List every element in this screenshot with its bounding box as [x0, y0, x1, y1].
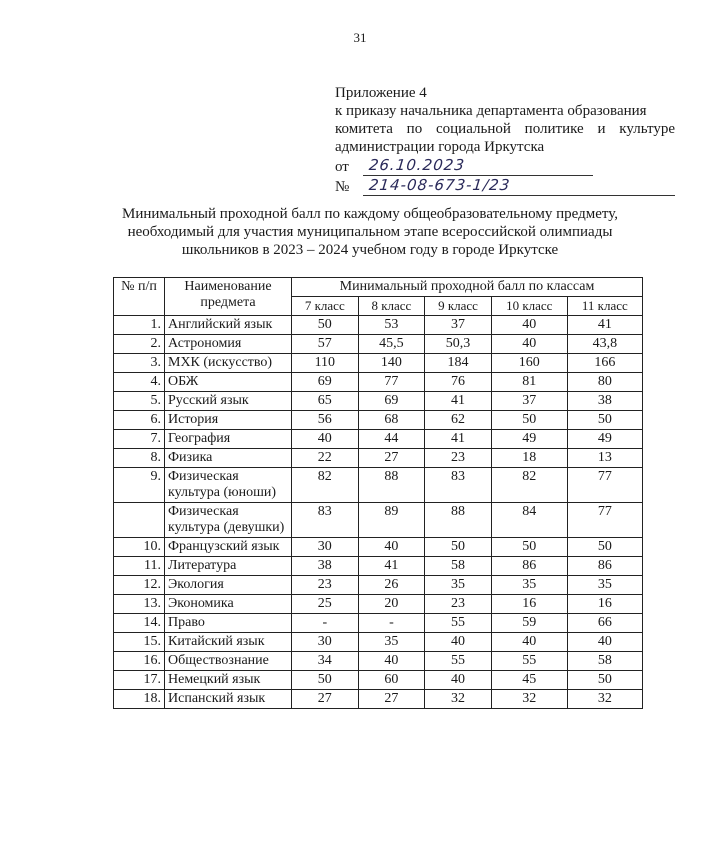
score-cell: 50,3 [425, 335, 492, 354]
row-number: 2. [114, 335, 165, 354]
row-number: 18. [114, 690, 165, 709]
score-cell: 82 [491, 468, 567, 503]
table-header-row [114, 278, 643, 297]
score-cell: 40 [292, 430, 359, 449]
appendix-block [335, 84, 675, 196]
score-cell: 40 [491, 335, 567, 354]
subject-name: Физическая культура (юноши) [165, 468, 292, 503]
row-number: 15. [114, 633, 165, 652]
score-cell: 56 [292, 411, 359, 430]
table-body [114, 316, 643, 709]
subject-name: Китайский язык [165, 633, 292, 652]
table-row [114, 354, 643, 373]
score-cell: 55 [425, 652, 492, 671]
score-cell: 23 [425, 449, 492, 468]
score-cell: 60 [358, 671, 425, 690]
score-cell: 38 [292, 557, 359, 576]
number-field [363, 177, 675, 196]
subject-name: Право [165, 614, 292, 633]
score-cell: 50 [292, 671, 359, 690]
scores-table [113, 277, 643, 709]
score-cell: 40 [491, 316, 567, 335]
row-number [114, 503, 165, 538]
score-cell: 86 [567, 557, 642, 576]
score-cell: 89 [358, 503, 425, 538]
table-row [114, 411, 643, 430]
subject-name: ОБЖ [165, 373, 292, 392]
score-cell: 77 [567, 503, 642, 538]
score-cell: 32 [425, 690, 492, 709]
grade-header: 11 класс [567, 297, 642, 316]
score-cell: 140 [358, 354, 425, 373]
row-number: 1. [114, 316, 165, 335]
row-number: 13. [114, 595, 165, 614]
score-cell: 40 [358, 538, 425, 557]
score-cell: 41 [425, 430, 492, 449]
row-number: 14. [114, 614, 165, 633]
score-cell: 166 [567, 354, 642, 373]
score-cell: 77 [358, 373, 425, 392]
score-cell: 44 [358, 430, 425, 449]
subject-name: Астрономия [165, 335, 292, 354]
score-cell: 26 [358, 576, 425, 595]
grade-header: 7 класс [292, 297, 359, 316]
score-cell: 41 [567, 316, 642, 335]
grade-header: 8 класс [358, 297, 425, 316]
score-cell: 16 [491, 595, 567, 614]
score-cell: 41 [425, 392, 492, 411]
score-cell: 23 [425, 595, 492, 614]
subject-name: Немецкий язык [165, 671, 292, 690]
order-number-handwritten: 214-08-673-1/23 [368, 176, 512, 194]
score-cell: - [292, 614, 359, 633]
score-cell: 35 [358, 633, 425, 652]
score-cell: 40 [425, 671, 492, 690]
appendix-title: Приложение 4 [335, 85, 427, 101]
score-cell: 88 [425, 503, 492, 538]
subject-name: Французский язык [165, 538, 292, 557]
subject-name: Русский язык [165, 392, 292, 411]
row-number: 6. [114, 411, 165, 430]
table-row [114, 468, 643, 503]
score-cell: 32 [491, 690, 567, 709]
table-row [114, 633, 643, 652]
subject-name: Испанский язык [165, 690, 292, 709]
score-cell: 53 [358, 316, 425, 335]
score-cell: 45,5 [358, 335, 425, 354]
score-cell: 55 [491, 652, 567, 671]
score-cell: 38 [567, 392, 642, 411]
subject-name: МХК (искусство) [165, 354, 292, 373]
score-cell: 34 [292, 652, 359, 671]
score-cell: 50 [567, 671, 642, 690]
score-cell: 59 [491, 614, 567, 633]
subject-name: Обществознание [165, 652, 292, 671]
score-cell: 35 [491, 576, 567, 595]
score-cell: 50 [491, 411, 567, 430]
appendix-line-2: комитета по социальной политике и культуре [335, 121, 675, 137]
score-cell: 110 [292, 354, 359, 373]
score-cell: 160 [491, 354, 567, 373]
table-row [114, 671, 643, 690]
table-row [114, 557, 643, 576]
date-prefix: от [335, 159, 349, 175]
date-field [363, 157, 593, 176]
score-cell: 62 [425, 411, 492, 430]
score-cell: 50 [425, 538, 492, 557]
subject-name: Физика [165, 449, 292, 468]
score-cell: 18 [491, 449, 567, 468]
score-cell: 58 [425, 557, 492, 576]
score-cell: 37 [425, 316, 492, 335]
score-cell: 20 [358, 595, 425, 614]
score-cell: 83 [292, 503, 359, 538]
score-cell: 86 [491, 557, 567, 576]
table-row [114, 392, 643, 411]
row-number: 16. [114, 652, 165, 671]
score-cell: 50 [567, 538, 642, 557]
score-cell: 27 [358, 690, 425, 709]
appendix-line-1: к приказу начальника департамента образования [335, 103, 647, 119]
page-number: 31 [353, 30, 367, 45]
score-cell: 82 [292, 468, 359, 503]
score-cell: 27 [358, 449, 425, 468]
score-cell: 22 [292, 449, 359, 468]
score-cell: 66 [567, 614, 642, 633]
score-cell: 32 [567, 690, 642, 709]
table-row [114, 538, 643, 557]
row-number: 11. [114, 557, 165, 576]
row-number: 8. [114, 449, 165, 468]
column-header-num: № п/п [114, 278, 165, 316]
score-cell: 88 [358, 468, 425, 503]
table-row [114, 335, 643, 354]
heading-line-1: Минимальный проходной балл по каждому общеобразовательному предмету, [121, 206, 618, 222]
score-cell: 50 [567, 411, 642, 430]
score-cell: 30 [292, 633, 359, 652]
table-row [114, 430, 643, 449]
score-cell: 65 [292, 392, 359, 411]
table-row [114, 576, 643, 595]
row-number: 12. [114, 576, 165, 595]
score-cell: 40 [567, 633, 642, 652]
number-prefix: № [335, 179, 350, 195]
score-cell: 27 [292, 690, 359, 709]
row-number: 4. [114, 373, 165, 392]
row-number: 17. [114, 671, 165, 690]
score-cell: 30 [292, 538, 359, 557]
score-cell: 81 [491, 373, 567, 392]
score-cell: 40 [491, 633, 567, 652]
subject-name: Экология [165, 576, 292, 595]
score-cell: 184 [425, 354, 492, 373]
table-row [114, 373, 643, 392]
row-number: 5. [114, 392, 165, 411]
score-cell: 49 [567, 430, 642, 449]
score-cell: 58 [567, 652, 642, 671]
score-cell: 50 [491, 538, 567, 557]
subject-name: Экономика [165, 595, 292, 614]
score-cell: 57 [292, 335, 359, 354]
score-cell: 45 [491, 671, 567, 690]
score-cell: 16 [567, 595, 642, 614]
column-header-subject: Наименование предмета [165, 278, 292, 316]
row-number: 10. [114, 538, 165, 557]
score-cell: 40 [425, 633, 492, 652]
score-cell: 50 [292, 316, 359, 335]
score-cell: 25 [292, 595, 359, 614]
column-group-header: Минимальный проходной балл по классам [292, 278, 643, 297]
order-date-handwritten: 26.10.2023 [368, 156, 466, 174]
table-row [114, 614, 643, 633]
score-cell: 80 [567, 373, 642, 392]
order-number-row [335, 176, 675, 196]
score-cell: 41 [358, 557, 425, 576]
score-cell: 69 [292, 373, 359, 392]
heading-line-2: необходимый для участия муниципальном этапе всероссийской олимпиады [127, 224, 613, 240]
document-heading [100, 205, 640, 259]
score-cell: 76 [425, 373, 492, 392]
score-cell: 40 [358, 652, 425, 671]
row-number: 7. [114, 430, 165, 449]
subject-name: История [165, 411, 292, 430]
score-cell: 55 [425, 614, 492, 633]
subject-name: Физическая культура (девушки) [165, 503, 292, 538]
table-row [114, 690, 643, 709]
score-cell: 35 [425, 576, 492, 595]
subject-name: Литература [165, 557, 292, 576]
table-row [114, 595, 643, 614]
score-cell: 84 [491, 503, 567, 538]
table-row [114, 652, 643, 671]
score-cell: 68 [358, 411, 425, 430]
subject-name: Английский язык [165, 316, 292, 335]
score-cell: - [358, 614, 425, 633]
order-date-row [335, 156, 675, 176]
score-cell: 37 [491, 392, 567, 411]
score-cell: 69 [358, 392, 425, 411]
table-row [114, 503, 643, 538]
grade-header: 10 класс [491, 297, 567, 316]
row-number: 9. [114, 468, 165, 503]
score-cell: 13 [567, 449, 642, 468]
heading-line-3: школьников в 2023 – 2024 учебном году в городе Иркутске [181, 242, 559, 258]
score-cell: 23 [292, 576, 359, 595]
score-cell: 43,8 [567, 335, 642, 354]
score-cell: 83 [425, 468, 492, 503]
score-cell: 77 [567, 468, 642, 503]
table-row [114, 449, 643, 468]
grade-header: 9 класс [425, 297, 492, 316]
score-cell: 49 [491, 430, 567, 449]
subject-name: География [165, 430, 292, 449]
appendix-line-3: администрации города Иркутска [335, 139, 545, 155]
table-row [114, 316, 643, 335]
score-cell: 35 [567, 576, 642, 595]
row-number: 3. [114, 354, 165, 373]
